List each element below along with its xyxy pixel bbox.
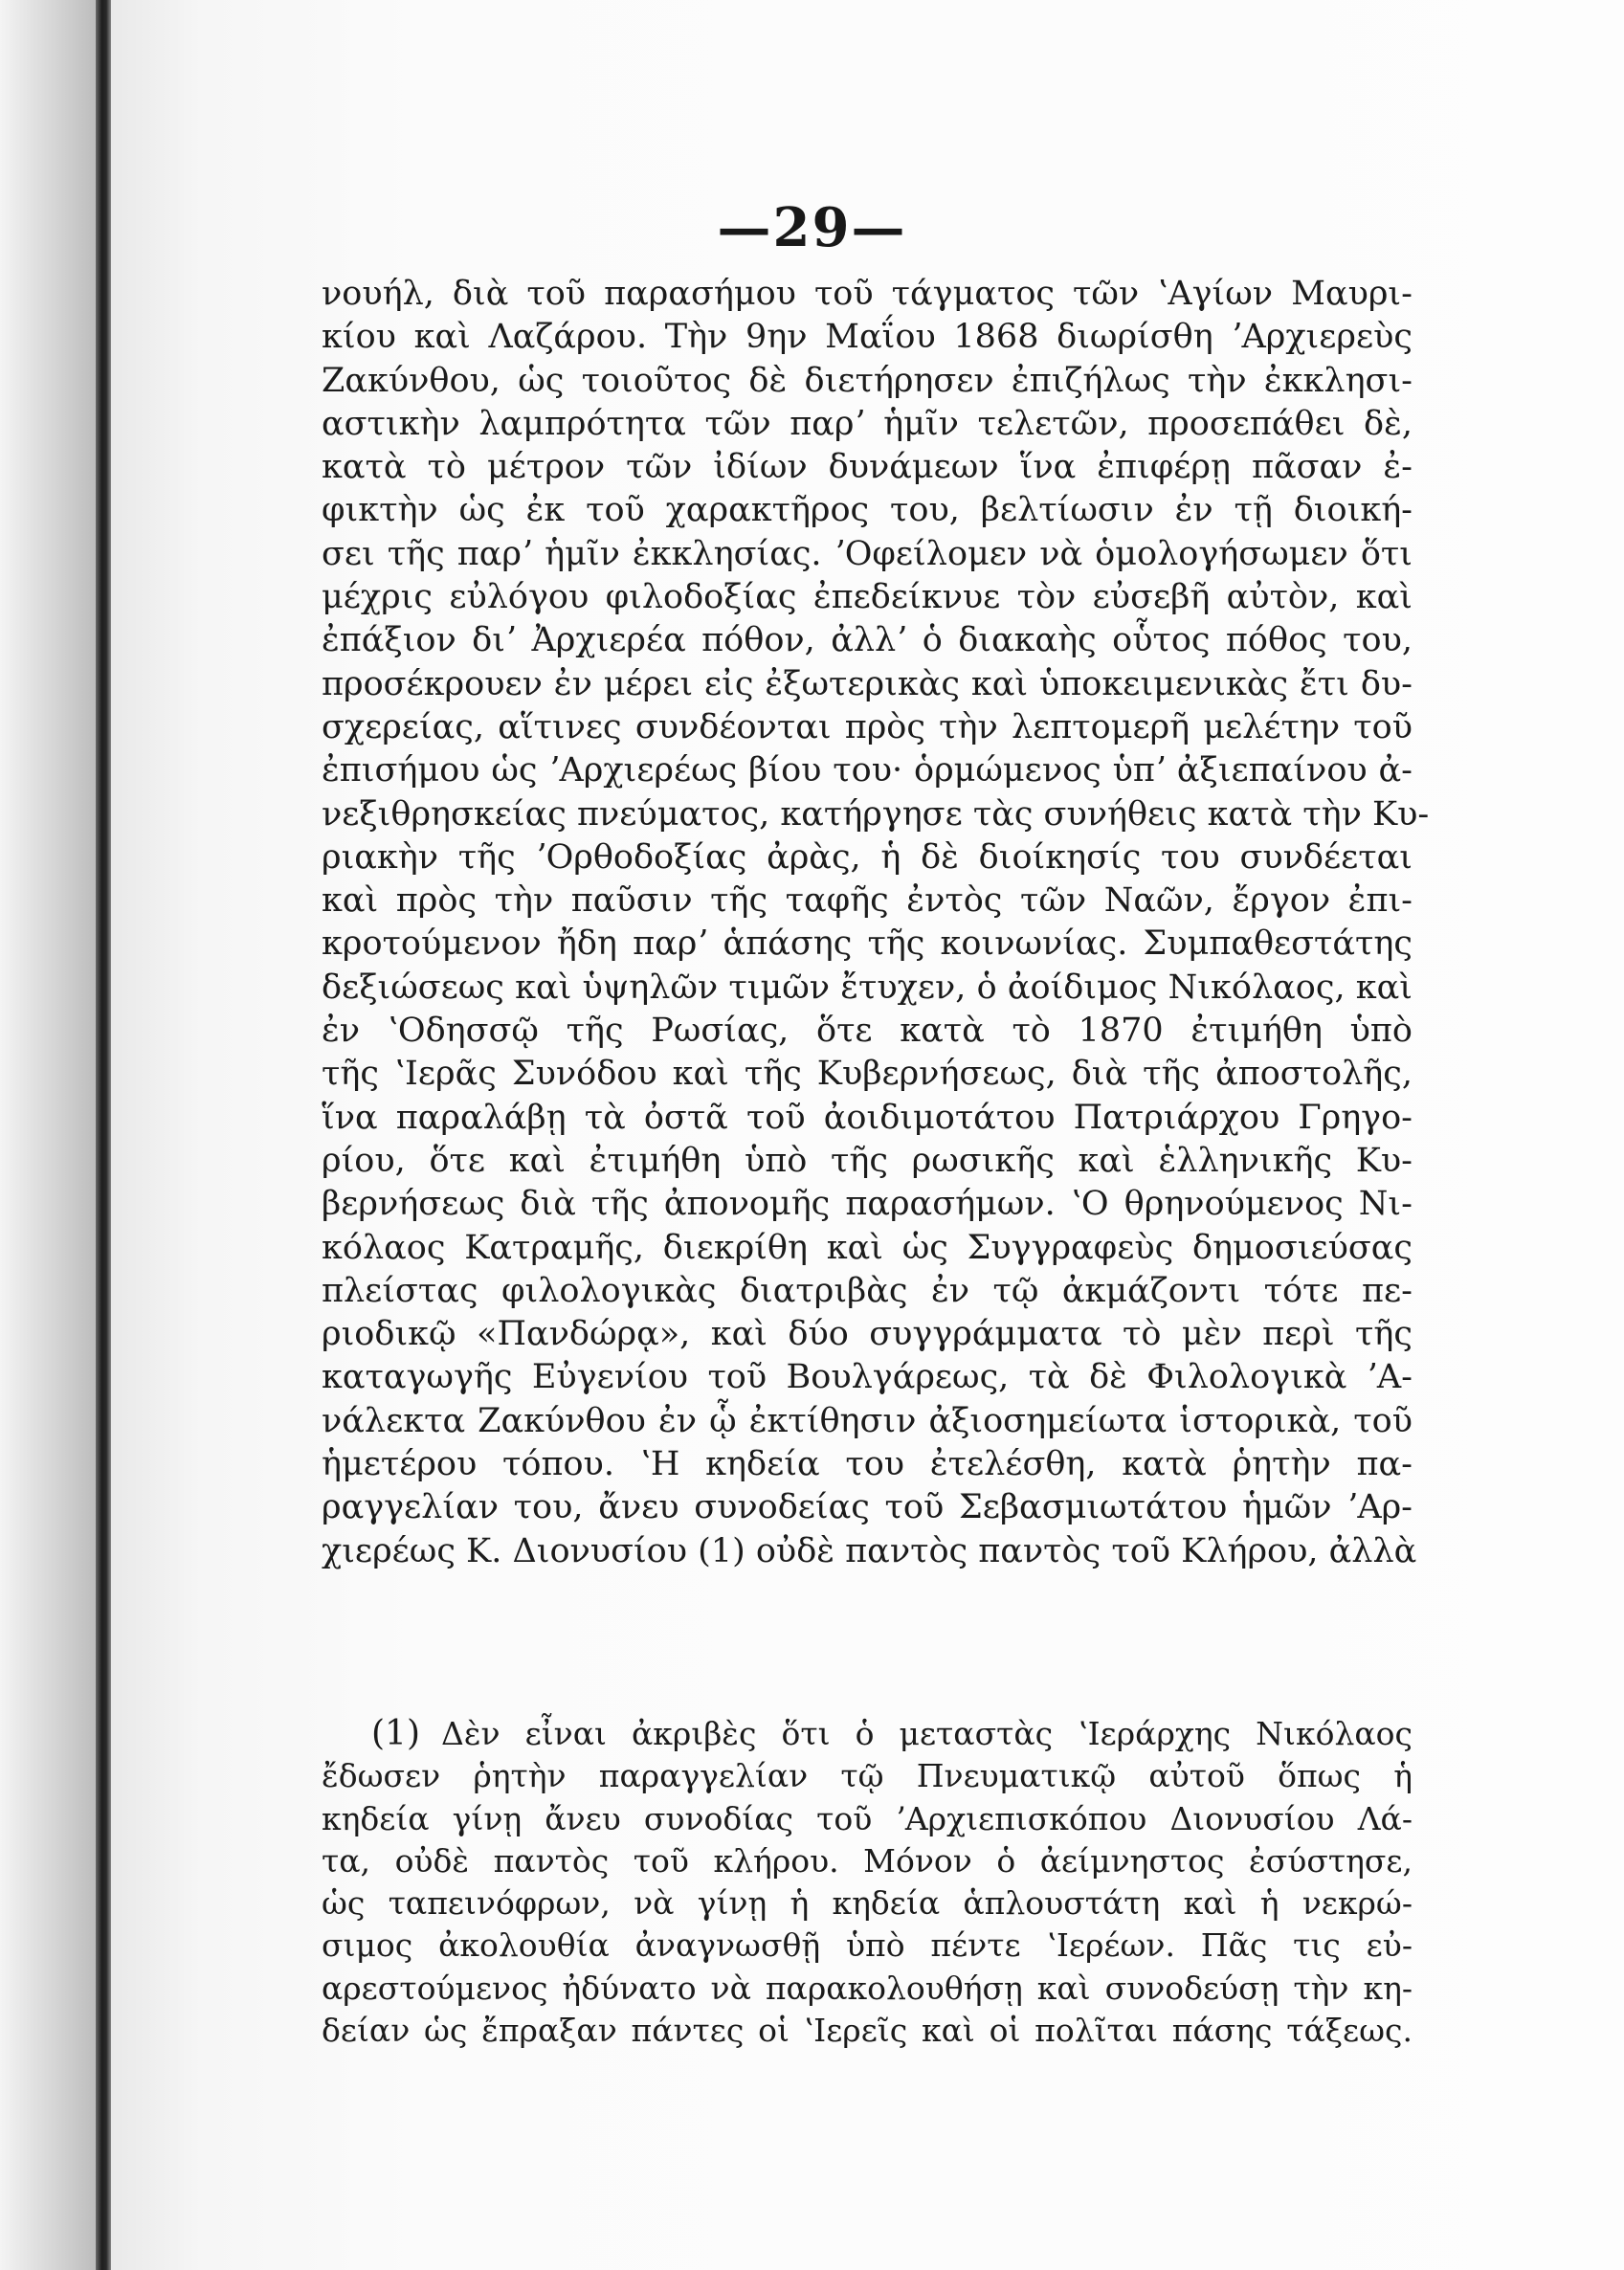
text-line: πλείστας φιλολογικὰς διατριβὰς ἐν τῷ ἀκμάζοντι τότε πε- — [322, 1271, 1413, 1310]
footnote-line: τα, οὐδὲ παντὸς τοῦ κλήρου. Μόνον ὁ ἀείμνηστος ἐσύστησε, — [322, 1841, 1413, 1880]
text-line: αστικὴν λαμπρότητα τῶν παρʼ ἡμῖν τελετῶν, προσεπάθει δὲ, — [322, 404, 1413, 443]
text-line: καὶ πρὸς τὴν παῦσιν τῆς ταφῆς ἐντὸς τῶν Ναῶν, ἔργον ἐπι- — [322, 881, 1413, 921]
text-line: χιερέως Κ. Διονυσίου (1) οὐδὲ παντὸς παντὸς τοῦ Κλήρου, ἀλλὰ — [322, 1531, 1417, 1570]
footnote-line-text: Δὲν εἶναι ἀκριβὲς ὅτι ὁ μεταστὰς ʽΙεράρχης Νικόλαος — [441, 1715, 1413, 1752]
text-line: ἐπισήμου ὡς ʼΑρχιερέως βίου του· ὁρμώμενος ὑπʼ ἀξιεπαίνου ἀ- — [322, 751, 1413, 790]
text-line: κατὰ τὸ μέτρον τῶν ἰδίων δυνάμεων ἵνα ἐπιφέρῃ πᾶσαν ἐ- — [322, 448, 1413, 487]
text-line: καταγωγῆς Εὐγενίου τοῦ Βουλγάρεως, τὰ δὲ Φιλολογικὰ ʼΑ- — [322, 1358, 1413, 1397]
text-line: κροτούμενον ἤδη παρʼ ἁπάσης τῆς κοινωνίας. Συμπαθεστάτης — [322, 924, 1413, 964]
text-line: ἵνα παραλάβῃ τὰ ὀστᾶ τοῦ ἀοιδιμοτάτου Πατριάρχου Γρηγο- — [322, 1098, 1413, 1137]
text-line: μέχρις εὐλόγου φιλοδοξίας ἐπεδείκνυε τὸν εὐσεβῆ αὐτὸν, καὶ — [322, 578, 1413, 617]
text-line: δεξιώσεως καὶ ὑψηλῶν τιμῶν ἔτυχεν, ὁ ἀοίδιμος Νικόλαος, καὶ — [322, 968, 1413, 1007]
text-line: κόλαος Κατραμῆς, διεκρίθη καὶ ὡς Συγγραφεὺς δημοσιεύσας — [322, 1228, 1413, 1267]
footnote-line: κηδεία γίνῃ ἄνευ συνοδίας τοῦ ʼΑρχιεπισκόπου Διονυσίου Λά- — [322, 1799, 1413, 1837]
text-line: κίου καὶ Λαζάρου. Τὴν 9ην Μαΐου 1868 διωρίσθη ʼΑρχιερεὺς — [322, 318, 1413, 357]
footnote-line: ὡς ταπεινόφρων, νὰ γίνῃ ἡ κηδεία ἁπλουστάτη καὶ ἡ νεκρώ- — [322, 1884, 1413, 1923]
text-line: προσέκρουεν ἐν μέρει εἰς ἐξωτερικὰς καὶ ὑποκειμενικὰς ἔτι δυ- — [322, 664, 1413, 703]
footnote-line: δείαν ὡς ἔπραξαν πάντες οἱ ʽΙερεῖς καὶ οἱ πολῖται πάσης τάξεως. — [322, 2012, 1413, 2050]
text-line: ἐπάξιον διʼ Ἀρχιερέα πόθον, ἀλλʼ ὁ διακαὴς οὗτος πόθος του, — [322, 621, 1413, 660]
text-line: ριοδικῷ «Πανδώρᾳ», καὶ δύο συγγράμματα τὸ μὲν περὶ τῆς — [322, 1315, 1413, 1354]
text-line: φικτὴν ὡς ἐκ τοῦ χαρακτῆρος του, βελτίωσιν ἐν τῇ διοική- — [322, 491, 1413, 530]
book-spine-shadow — [96, 0, 111, 2270]
footnote-line: σιμος ἀκολουθία ἀναγνωσθῇ ὑπὸ πέντε ʽΙερέων. Πᾶς τις εὐ- — [322, 1926, 1413, 1965]
text-line: ραγγελίαν του, ἄνευ συνοδείας τοῦ Σεβασμιωτάτου ἡμῶν ʼΑρ- — [322, 1488, 1413, 1527]
text-line: ἐν ʽΟδησσῷ τῆς Ρωσίας, ὅτε κατὰ τὸ 1870 ἐτιμήθη ὑπὸ — [322, 1012, 1413, 1051]
main-text — [322, 273, 1430, 1573]
footnote-line — [322, 1713, 1413, 1755]
page-number: —29— — [717, 196, 907, 259]
text-line: σει τῆς παρʼ ἡμῖν ἐκκλησίας. ʼΟφείλομεν νὰ ὁμολογήσωμεν ὅτι — [322, 534, 1413, 573]
footnote — [322, 1713, 1413, 2052]
text-line: ριακὴν τῆς ʼΟρθοδοξίας ἀρὰς, ἡ δὲ διοίκησίς του συνδέεται — [322, 837, 1413, 877]
text-line: ρίου, ὅτε καὶ ἐτιμήθη ὑπὸ τῆς ρωσικῆς καὶ ἑλληνικῆς Κυ- — [322, 1141, 1413, 1180]
footnote-line: ἔδωσεν ῥητὴν παραγγελίαν τῷ Πνευματικῷ αὐτοῦ ὅπως ἡ — [322, 1757, 1413, 1795]
text-line: ἡμετέρου τόπου. ʽΗ κηδεία του ἐτελέσθη, κατὰ ῥητὴν πα- — [322, 1445, 1413, 1484]
text-line: τῆς ʽΙερᾶς Συνόδου καὶ τῆς Κυβερνήσεως, διὰ τῆς ἀποστολῆς, — [322, 1055, 1413, 1094]
text-line: νάλεκτα Ζακύνθου ἐν ᾧ ἐκτίθησιν ἀξιοσημείωτα ἱστορικὰ, τοῦ — [322, 1401, 1413, 1440]
text-line: νεξιθρησκείας πνεύματος, κατήργησε τὰς συνήθεις κατὰ τὴν Κυ- — [322, 794, 1430, 834]
text-line: νουήλ, διὰ τοῦ παρασήμου τοῦ τάγματος τῶν ʽΑγίων Μαυρι- — [322, 275, 1413, 313]
footnote-marker: (1) — [371, 1714, 420, 1753]
facing-page-edge — [0, 0, 96, 2270]
text-line: Ζακύνθου, ὡς τοιοῦτος δὲ διετήρησεν ἐπιζήλως τὴν ἐκκλησι- — [322, 361, 1413, 400]
text-line: βερνήσεως διὰ τῆς ἀπονομῆς παρασήμων. ʽΟ θρηνούμενος Νι- — [322, 1185, 1413, 1224]
footnote-line: αρεστούμενος ἠδύνατο νὰ παρακολουθήσῃ καὶ συνοδεύσῃ τὴν κη- — [322, 1969, 1413, 2007]
text-line: σχερείας, αἵτινες συνδέονται πρὸς τὴν λεπτομερῆ μελέτην τοῦ — [322, 707, 1413, 746]
